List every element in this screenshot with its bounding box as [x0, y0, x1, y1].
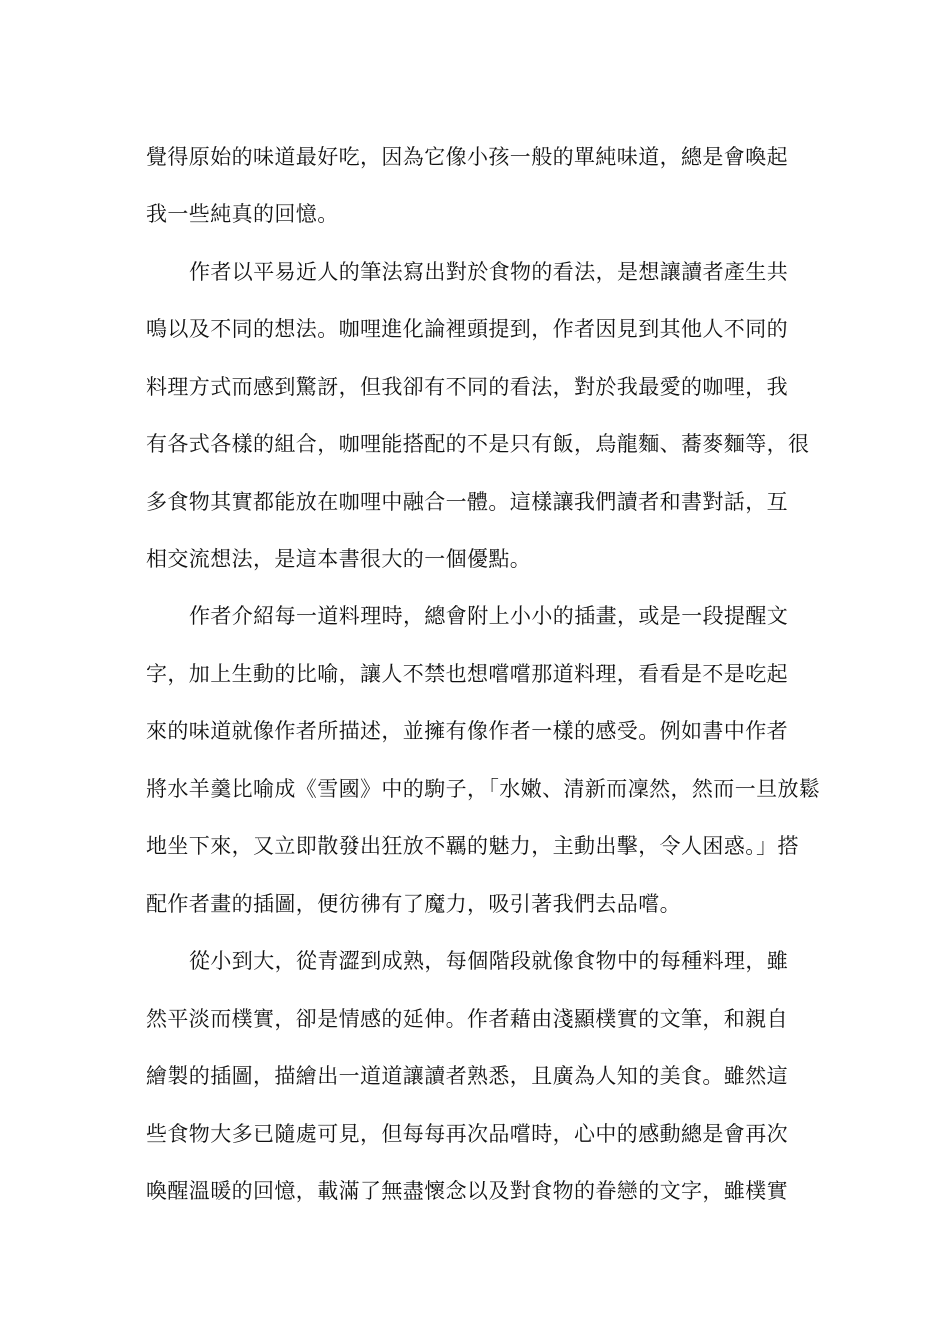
text-line: 覺得原始的味道最好吃，因為它像小孩一般的單純味道，總是會喚起 [146, 145, 788, 169]
text-line: 地坐下來，又立即散發出狂放不羈的魅力，主動出擊，令人困惑。」搭 [146, 834, 799, 858]
text-line: 料理方式而感到驚訝，但我卻有不同的看法，對於我最愛的咖哩，我 [146, 375, 788, 399]
paragraph-first-line: 作者介紹每一道料理時，總會附上小小的插畫，或是一段提醒文 [189, 604, 789, 628]
text-line: 繪製的插圖，描繪出一道道讓讀者熟悉，且廣為人知的美食。雖然這 [146, 1064, 788, 1088]
text-line: 然平淡而樸實，卻是情感的延伸。作者藉由淺顯樸實的文筆，和親自 [146, 1007, 788, 1031]
text-line: 字，加上生動的比喻，讓人不禁也想嚐嚐那道料理，看看是不是吃起 [146, 662, 788, 686]
text-line: 些食物大多已隨處可見，但每每再次品嚐時，心中的感動總是會再次 [146, 1122, 788, 1146]
text-line: 我一些純真的回憶。 [146, 202, 339, 226]
text-line: 來的味道就像作者所描述，並擁有像作者一樣的感受。例如書中作者 [146, 719, 788, 743]
text-line: 相交流想法，是這本書很大的一個優點。 [146, 547, 532, 571]
text-line: 喚醒溫暖的回憶，載滿了無盡懷念以及對食物的眷戀的文字，雖樸實 [146, 1179, 788, 1203]
text-line: 有各式各樣的組合，咖哩能搭配的不是只有飯，烏龍麵、蕎麥麵等，很 [146, 432, 810, 456]
text-line: 多食物其實都能放在咖哩中融合一體。這樣讓我們讀者和書對話，互 [146, 490, 788, 514]
text-line: 鳴以及不同的想法。咖哩進化論裡頭提到，作者因見到其他人不同的 [146, 317, 788, 341]
paragraph-first-line: 作者以平易近人的筆法寫出對於食物的看法，是想讓讀者產生共 [189, 260, 789, 284]
text-line: 將水羊羹比喻成《雪國》中的駒子，「水嫩、清新而凜然，然而一旦放鬆 [146, 777, 821, 801]
text-line: 配作者畫的插圖，便彷彿有了魔力，吸引著我們去品嚐。 [146, 892, 681, 916]
paragraph-first-line: 從小到大，從青澀到成熟，每個階段就像食物中的每種料理，雖 [189, 949, 789, 973]
